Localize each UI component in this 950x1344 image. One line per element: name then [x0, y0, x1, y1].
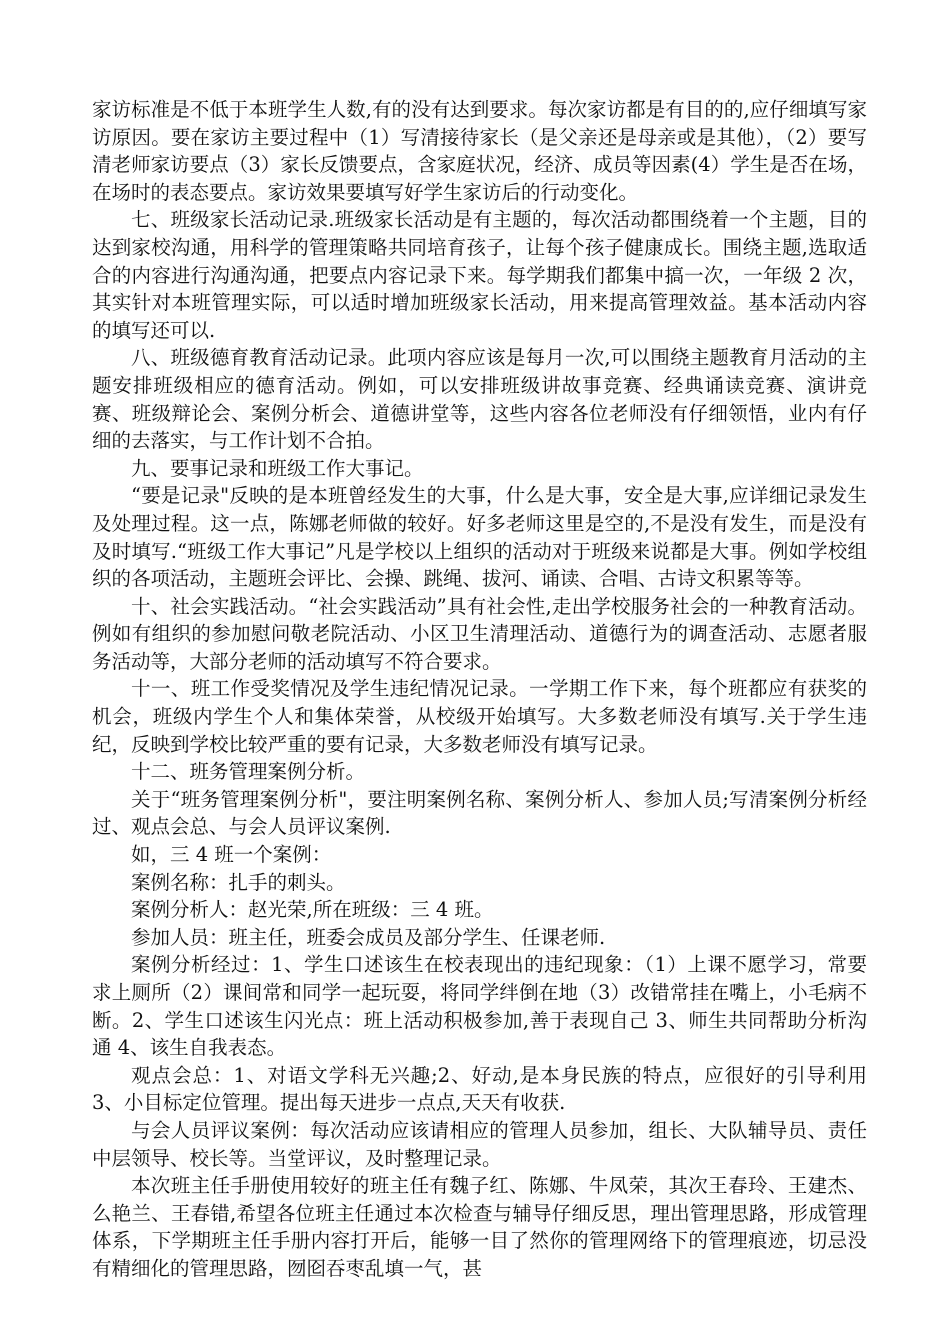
- paragraph-case-name: 案例名称：扎手的刺头。: [131, 870, 346, 894]
- paragraph-case-example: 如，三 4 班一个案例：: [131, 843, 332, 867]
- paragraph-case-analyst: 案例分析人：赵光荣,所在班级：三 4 班。: [131, 898, 494, 922]
- paragraph-parent-activities: 七、班级家长活动记录.班级家长活动是有主题的，每次活动都围绕着一个主题，目的达到家校沟通，用科学的管理策略共同培育孩子，让每个孩子健康成长。围绕主题,选取适合的内容进行沟通沟通，把要点内容记录下来。每学期我们都集中搞一次，一年级 2 次，其实针对本班管理实际，可以适时增加班级家长活动，用来提高管理效益。基本活动内容的填写还可以.: [92, 208, 867, 342]
- paragraph-case-review: 与会人员评议案例：每次活动应该请相应的管理人员参加，组长、大队辅导员、责任中层领导、校长等。当堂评议，及时整理记录。: [92, 1118, 867, 1170]
- paragraph-case-conclusion: 观点会总：1、对语文学科无兴趣;2、好动,是本身民族的特点，应很好的引导利用 3、小目标定位管理。提出每天进步一点点,天天有收获.: [92, 1063, 874, 1115]
- paragraph-social-practice: 十、社会实践活动。“社会实践活动”具有社会性,走出学校服务社会的一种教育活动。例如有组织的参加慰问敬老院活动、小区卫生清理活动、道德行为的调查活动、志愿者服务活动等，大部分老师的活动填写不符合要求。: [92, 594, 867, 673]
- document-body: [92, 96, 874, 1283]
- paragraph-summary: 本次班主任手册使用较好的班主任有魏子红、陈娜、牛凤荣，其次王春玲、王建杰、么艳兰、王春错,希望各位班主任通过本次检查与辅导仔细反思，理出管理思路，形成管理体系，下学期班主任手册内容打开后，能够一目了然你的管理网络下的管理痕迹，切忌没有精细化的管理思路，囫囵吞枣乱填一气，甚: [92, 1174, 867, 1280]
- section-heading-major-events: 九、要事记录和班级工作大事记。: [131, 456, 424, 480]
- paragraph-moral-education: 八、班级德育教育活动记录。此项内容应该是每月一次,可以围绕主题教育月活动的主题安排班级相应的德育活动。例如，可以安排班级讲故事竞赛、经典诵读竞赛、演讲竞赛、班级辩论会、案例分析会、道德讲堂等，这些内容各位老师没有仔细领悟，业内有仔细的去落实，与工作计划不合拍。: [92, 346, 867, 453]
- paragraph-case-analysis-intro: 关于“班务管理案例分析"，要注明案例名称、案例分析人、参加人员;写清案例分析经过、观点会总、与会人员评议案例.: [92, 787, 867, 839]
- section-heading-case-analysis: 十二、班务管理案例分析。: [131, 760, 366, 784]
- paragraph-home-visit: 家访标准是不低于本班学生人数,有的没有达到要求。每次家访都是有目的的,应仔细填写家访原因。要在家访主要过程中（1）写清接待家长（是父亲还是母亲或是其他），（2）要写清老师家访要点（3）家长反馈要点，含家庭状况，经济、成员等因素(4）学生是否在场，在场时的表态要点。家访效果要填写好学生家访后的行动变化。: [92, 98, 867, 204]
- paragraph-major-events: “要是记录"反映的是本班曾经发生的大事，什么是大事，安全是大事,应详细记录发生及处理过程。这一点，陈娜老师做的较好。好多老师这里是空的,不是没有发生，而是没有及时填写.“班级工作大事记”凡是学校以上组织的活动对于班级来说都是大事。例如学校组织的各项活动，主题班会评比、会操、跳绳、拔河、诵读、合唱、古诗文积累等等。: [92, 484, 867, 591]
- paragraph-awards-discipline: 十一、班工作受奖情况及学生违纪情况记录。一学期工作下来，每个班都应有获奖的机会，班级内学生个人和集体荣誉，从校级开始填写。大多数老师没有填写.关于学生违纪，反映到学校比较严重的要有记录，大多数老师没有填写记录。: [92, 677, 867, 756]
- paragraph-case-process: 案例分析经过：1、学生口述该生在校表现出的违纪现象：（1）上课不愿学习，常要求上厕所（2）课间常和同学一起玩耍，将同学绊倒在地（3）改错常挂在嘴上，小毛病不断。2、学生口述该生闪光点：班上活动积极参加,善于表现自己 3、师生共同帮助分析沟通 4、该生自我表态。: [92, 953, 867, 1060]
- paragraph-case-participants: 参加人员：班主任，班委会成员及部分学生、任课老师.: [131, 925, 606, 949]
